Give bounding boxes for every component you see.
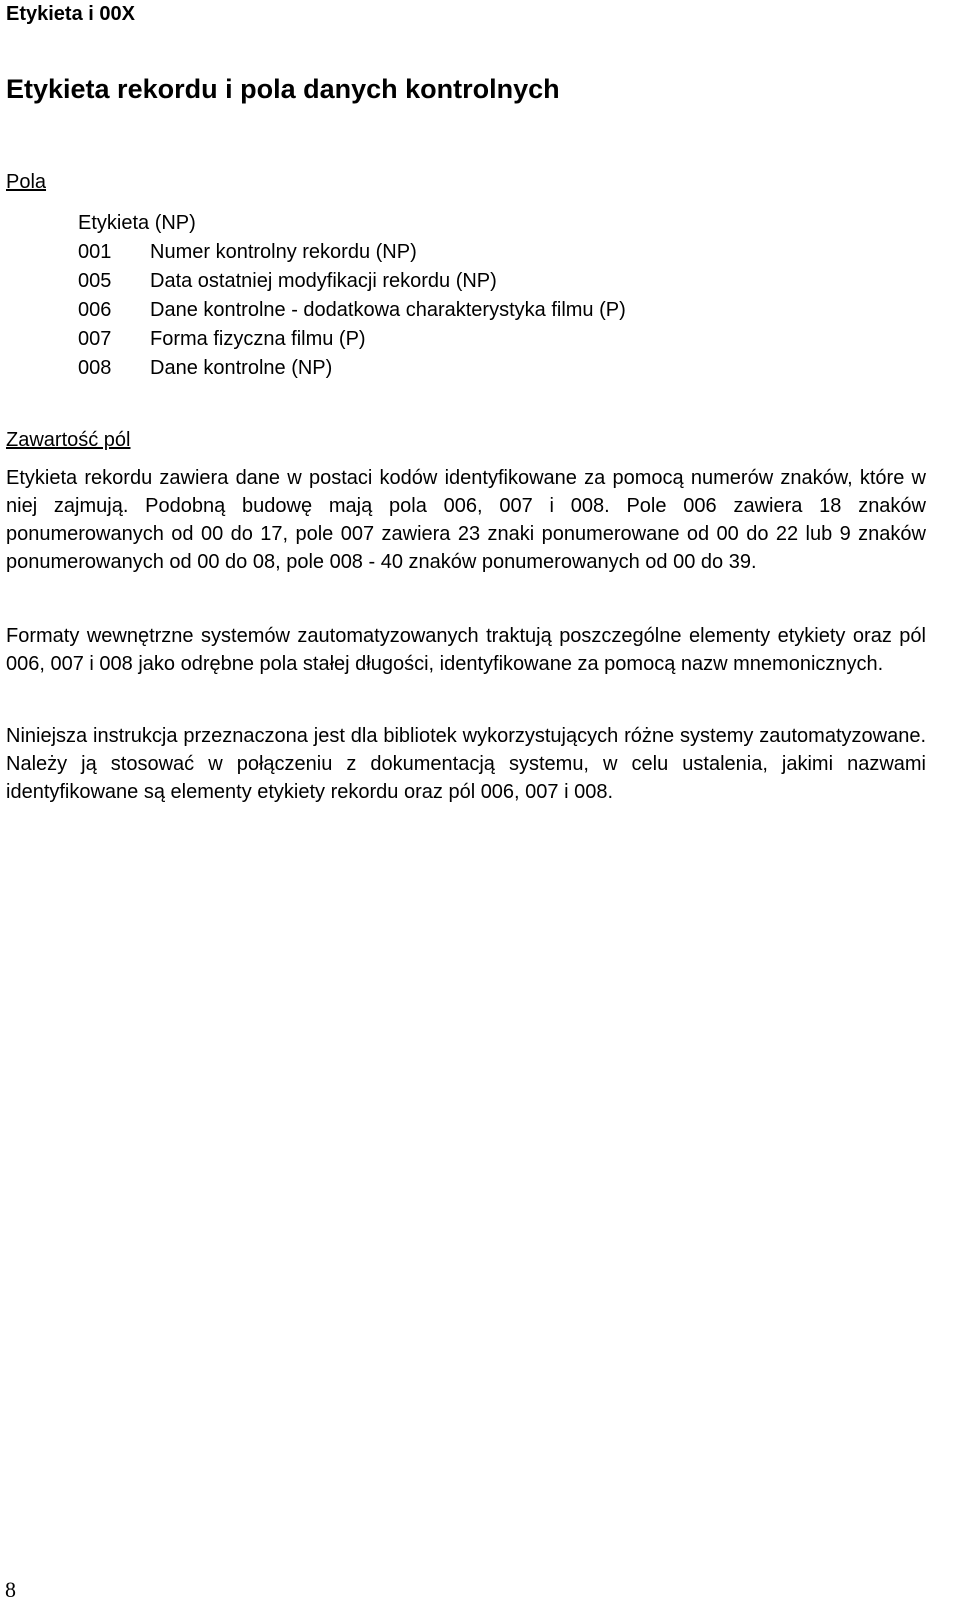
field-code: 001 [78,241,112,263]
field-list [78,209,626,383]
field-label: Forma fizyczna filmu (P) [150,328,366,350]
section-heading-pola: Pola [6,171,47,193]
field-code: 005 [78,270,112,292]
body-paragraph: Etykieta rekordu zawiera dane w postaci kodów identyfikowane za pomocą numerów znaków, które w niej zajmują. Podobną budowę mają pola 006, 007 i 008. Pole 006 zawiera 18 znaków ponumerowanych od 00 do 17, pole 007 zawiera 23 znaki ponumerowane od 00 do 22 lub 9 znaków ponumerowanych od 00 do 08, pole 008 - 40 znaków ponumerowanych od 00 do 39. [6,467,926,573]
field-code: 007 [78,328,112,350]
field-code: 006 [78,299,112,321]
field-label: Data ostatniej modyfikacji rekordu (NP) [150,270,497,292]
field-row [78,209,626,238]
field-row [78,354,626,383]
page-number: 8 [5,1577,16,1602]
field-label: Dane kontrolne (NP) [150,357,333,379]
page-title: Etykieta rekordu i pola danych kontrolnych [6,74,560,104]
body-paragraph: Formaty wewnętrzne systemów zautomatyzowanych traktują poszczególne elementy etykiety oraz pól 006, 007 i 008 jako odrębne pola stałej długości, identyfikowane za pomocą nazw mnemonicznych. [6,625,926,675]
field-row [78,238,626,267]
field-row [78,267,626,296]
field-label: Dane kontrolne - dodatkowa charakterystyka filmu (P) [150,299,626,321]
running-header: Etykieta i 00X [6,3,135,25]
field-label: Etykieta (NP) [78,212,196,234]
field-label: Numer kontrolny rekordu (NP) [150,241,417,263]
field-code: 008 [78,357,112,379]
field-row [78,325,626,354]
body-paragraph: Niniejsza instrukcja przeznaczona jest dla bibliotek wykorzystujących różne systemy zautomatyzowane. Należy ją stosować w połączeniu z dokumentacją systemu, w celu ustalenia, jakimi nazwami identyfikowane są elementy etykiety rekordu oraz pól 006, 007 i 008. [6,725,926,803]
field-row [78,296,626,325]
section-heading-zawartosc: Zawartość pól [6,429,131,451]
